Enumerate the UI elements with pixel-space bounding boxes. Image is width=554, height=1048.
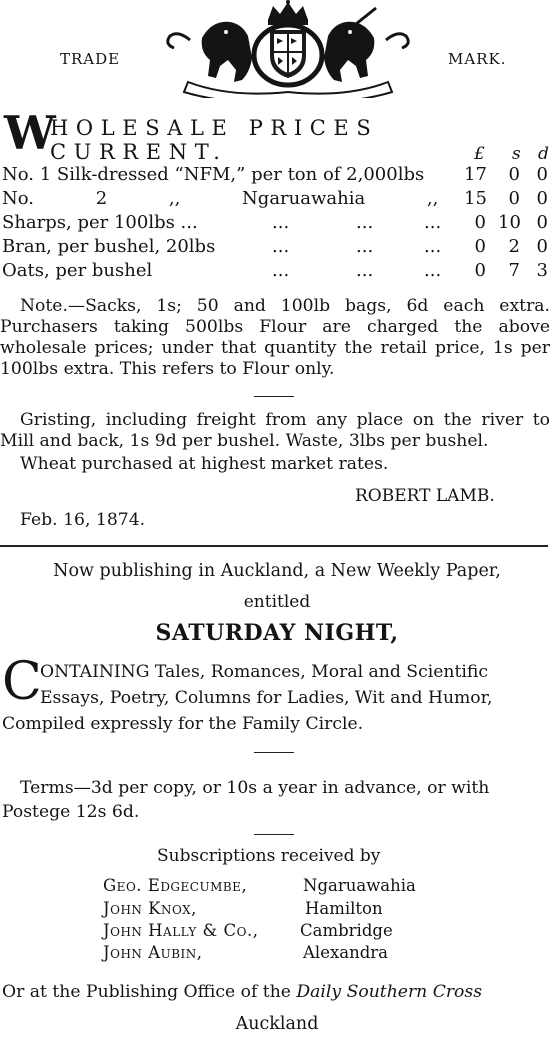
contents-line-1: ONTAINING Tales, Romances, Moral and Scientific — [40, 662, 488, 682]
price-pounds: 0 — [474, 260, 486, 281]
price-desc: Oats, per bushel — [2, 260, 153, 281]
price-pence: 0 — [536, 236, 548, 257]
entitled-line: entitled — [243, 592, 311, 612]
price-shillings: 2 — [508, 236, 520, 257]
mark-label: MARK. — [448, 50, 507, 68]
agent-place: Cambridge — [300, 921, 393, 940]
price-pence: 0 — [536, 164, 548, 185]
price-pounds: 0 — [474, 236, 486, 257]
price-row — [0, 188, 554, 212]
leader-dots: ... — [356, 212, 374, 233]
leader-dots: ... — [424, 260, 442, 281]
publishing-intro: Now publishing in Auckland, a New Weekly Paper, — [53, 561, 501, 581]
short-rule — [254, 834, 294, 835]
agent-place: Alexandra — [303, 943, 389, 962]
price-pounds: 15 — [464, 188, 487, 209]
price-shillings: 10 — [498, 212, 521, 233]
crown-icon — [268, 0, 308, 25]
price-row — [0, 164, 554, 188]
royal-coat-of-arms — [130, 0, 446, 98]
unicorn-supporter-icon — [324, 8, 408, 82]
price-pence: 3 — [536, 260, 548, 281]
leader-dots: ... — [424, 212, 442, 233]
short-rule — [254, 752, 294, 753]
contents-line-3: Compiled expressly for the Family Circle. — [2, 714, 364, 734]
trade-label: TRADE — [60, 50, 121, 68]
price-shillings: 0 — [508, 164, 520, 185]
shillings-header: s — [512, 144, 521, 164]
price-pounds: 17 — [464, 164, 487, 185]
price-shillings: 0 — [508, 188, 520, 209]
lion-supporter-icon — [168, 22, 252, 82]
price-pence: 0 — [536, 212, 548, 233]
leader-dots: ... — [272, 212, 290, 233]
agent-name: John Aubin, — [103, 943, 203, 962]
pounds-header: £ — [474, 144, 485, 164]
agent-name: John Hally & Co., — [103, 921, 259, 940]
note-text: Note.—Sacks, 1s; 50 and 100lb bags, 6d each extra. Purchasers taking 500lbs Flour are charged the above wholesale prices; under that quantity the retail price, 1s per 100lbs extra. This refers to Flour only. — [0, 296, 550, 379]
wheat-line: Wheat purchased at highest market rates. — [20, 454, 389, 474]
gristing-text: Gristing, including freight from any place on the river to Mill and back, 1s 9d per bushel. Waste, 3lbs per bushel. — [0, 410, 550, 451]
price-desc: Bran, per bushel, 20lbs — [2, 236, 216, 257]
paper-title: SATURDAY NIGHT, — [155, 620, 399, 646]
terms-line-2: Postege 12s 6d. — [2, 802, 140, 822]
price-pounds: 0 — [474, 212, 486, 233]
office-paper-name: Daily Southern Cross — [296, 982, 483, 1002]
price-shillings: 7 — [508, 260, 520, 281]
office-line — [2, 982, 482, 1002]
terms-line-1: Terms—3d per copy, or 10s a year in advance, or with — [20, 778, 490, 798]
pence-header: d — [538, 144, 549, 164]
shield-icon — [270, 30, 306, 78]
agent-place: Ngaruawahia — [303, 876, 416, 895]
agent-name: Geo. Edgecumbe, — [103, 876, 248, 895]
contents-line-2: Essays, Poetry, Columns for Ladies, Wit and Humor, — [40, 688, 493, 708]
price-desc — [2, 188, 438, 209]
office-city: Auckland — [235, 1014, 319, 1034]
leader-dots: ... — [272, 260, 290, 281]
short-rule — [254, 396, 294, 397]
note-paragraph — [0, 296, 550, 380]
agent-name: John Knox, — [103, 899, 197, 918]
leader-dots: ... — [424, 236, 442, 257]
section-divider — [0, 545, 548, 547]
agent-place: Hamilton — [305, 899, 383, 918]
leader-dots: ... — [272, 236, 290, 257]
leader-dots: ... — [356, 236, 374, 257]
price-row — [0, 236, 554, 260]
wholesale-title: HOLESALE PRICES CURRENT. — [50, 116, 379, 164]
leader-dots: ... — [356, 260, 374, 281]
drop-cap-w: W — [4, 106, 56, 160]
price-pence: 0 — [536, 188, 548, 209]
price-row — [0, 212, 554, 236]
price-row — [0, 260, 554, 284]
price-desc-text: No. 2 ,, Ngaruawahia ,, — [2, 188, 439, 209]
office-prefix: Or at the Publishing Office of the — [2, 982, 297, 1002]
subscriptions-heading: Subscriptions received by — [157, 846, 381, 866]
price-table — [0, 164, 554, 284]
gristing-paragraph — [0, 410, 550, 452]
price-desc: Sharps, per 100lbs ... — [2, 212, 198, 233]
price-desc: No. 1 Silk-dressed “NFM,” per ton of 2,000lbs — [2, 164, 425, 185]
drop-cap-c: C — [2, 652, 42, 712]
date-line: Feb. 16, 1874. — [20, 510, 146, 530]
signature: ROBERT LAMB. — [355, 486, 495, 506]
